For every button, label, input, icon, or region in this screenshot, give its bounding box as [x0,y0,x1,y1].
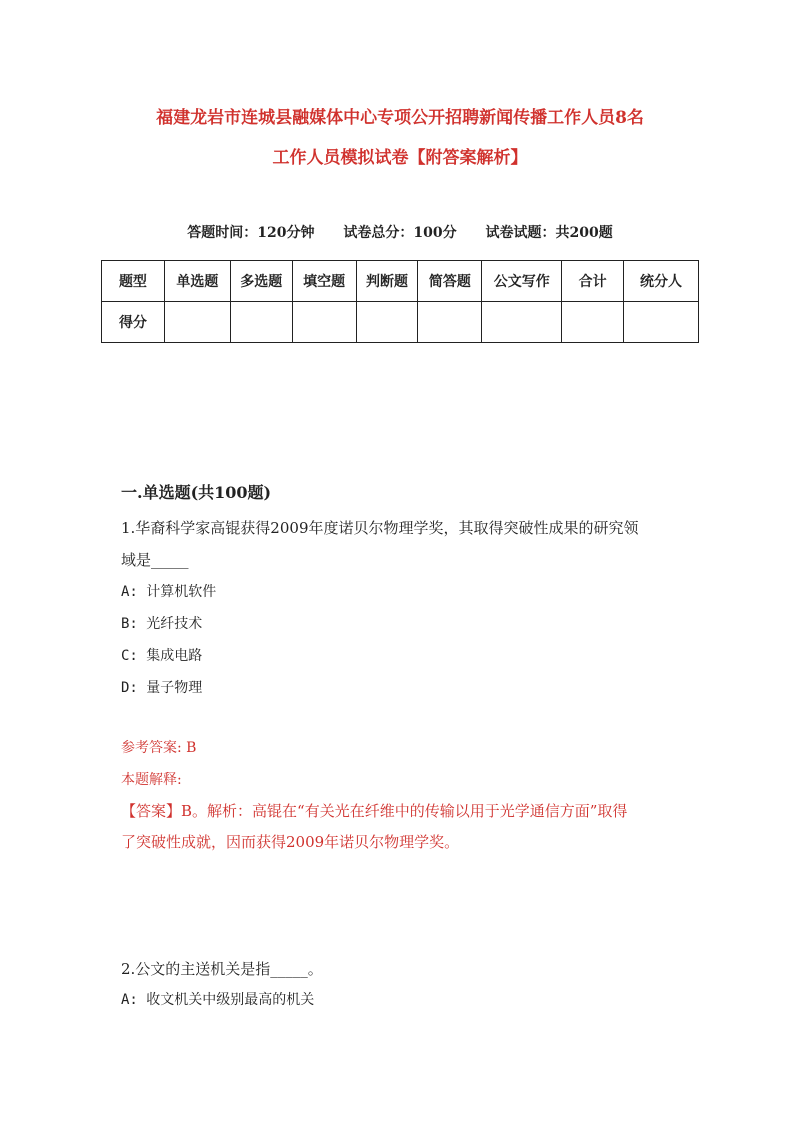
document-title-line1: 福建龙岩市连城县融媒体中心专项公开招聘新闻传播工作人员8名 [156,108,644,128]
score-cell-empty [292,302,356,343]
document-title-line2: 工作人员模拟试卷【附答案解析】 [272,148,528,168]
score-header-cell: 统分人 [624,261,699,302]
question-2-text: 2.公文的主送机关是指_____。 [121,960,323,978]
score-header-cell: 题型 [102,261,165,302]
question-1-explain-label: 本题解释: [121,772,182,788]
score-cell-empty [164,302,230,343]
question-1-option-b: B: 光纤技术 [121,616,203,632]
score-table-header-row [102,261,699,302]
score-cell-empty [418,302,482,343]
score-header-cell: 简答题 [418,261,482,302]
score-row-label: 得分 [102,302,165,343]
question-1-option-a: A: 计算机软件 [121,584,217,600]
question-1-option-d: D: 量子物理 [121,680,203,696]
exam-meta [100,223,700,243]
question-1-text-line2: 域是_____ [121,551,189,569]
score-table-score-row [102,302,699,343]
score-header-cell: 判断题 [356,261,418,302]
score-cell-empty [230,302,292,343]
score-cell-empty [356,302,418,343]
exam-total-score: 试卷总分：100分 [343,225,457,241]
question-1-explain-line1: 【答案】B。解析：高锟在“有关光在纤维中的传输以用于光学通信方面”取得 [121,802,628,820]
exam-question-count: 试卷试题：共200题 [485,225,613,241]
score-header-cell: 填空题 [292,261,356,302]
score-cell-empty [482,302,562,343]
score-header-cell: 单选题 [164,261,230,302]
question-2-option-a: A: 收文机关中级别最高的机关 [121,992,315,1008]
score-cell-empty [562,302,624,343]
exam-time: 答题时间：120分钟 [187,225,315,241]
score-cell-empty [624,302,699,343]
score-header-cell: 公文写作 [482,261,562,302]
question-1-answer: 参考答案: B [121,740,197,756]
section-title: 一.单选题(共100题) [121,483,272,502]
score-table [101,260,699,343]
score-header-cell: 合计 [562,261,624,302]
question-1-explain-line2: 了突破性成就，因而获得2009年诺贝尔物理学奖。 [121,833,460,851]
question-1-text-line1: 1.华裔科学家高锟获得2009年度诺贝尔物理学奖，其取得突破性成果的研究领 [121,519,639,537]
score-header-cell: 多选题 [230,261,292,302]
question-1-option-c: C: 集成电路 [121,648,203,664]
